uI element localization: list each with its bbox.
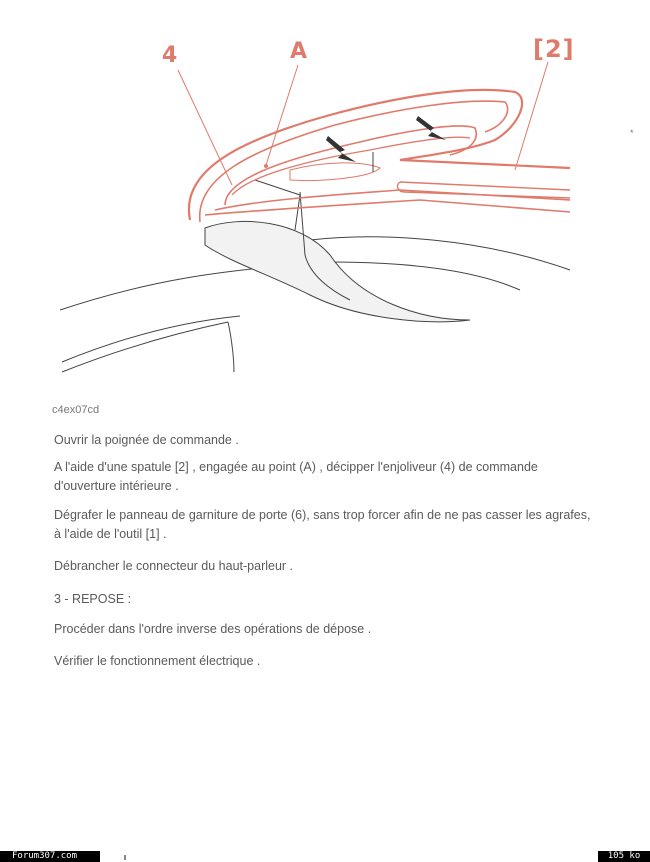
leader-2 (515, 62, 548, 170)
section-heading-repose: 3 - REPOSE : (54, 592, 132, 606)
door-panel-line (62, 322, 228, 372)
bezel-recess (290, 163, 380, 181)
footer-file-size: 105 ko (598, 851, 650, 862)
figure-reference: c4ex07cd (52, 404, 100, 416)
leader-a (266, 65, 298, 165)
door-panel-line (62, 316, 240, 362)
instruction-reverse-order: Procéder dans l'ordre inverse des opérations de dépose . (54, 622, 372, 636)
instruction-unclip-bezel: A l'aide d'une spatule [2] , engagée au point (A) , décipper l'enjoliveur (4) de commande d'ouverture intérieure . (54, 460, 538, 493)
footer-site-label: Forum307.com (0, 851, 100, 862)
bezel-outer (189, 90, 570, 220)
callout-point-a: A (290, 39, 308, 64)
footer-tick (124, 855, 126, 860)
arrow-icon (416, 116, 446, 140)
instruction-unclip-panel: Dégrafer le panneau de garniture de porte (6), sans trop forcer afin de ne pas casser les agrafes, à l'aide de l'outil [1] . (54, 508, 591, 541)
handle-cavity (205, 221, 470, 321)
door-panel-line (228, 322, 234, 372)
scan-artifact: * (630, 128, 634, 138)
callout-part-4: 4 (162, 43, 178, 68)
instruction-check-electrics: Vérifier le fonctionnement électrique . (54, 654, 261, 668)
instruction-disconnect-speaker: Débrancher le connecteur du haut-parleur . (54, 559, 294, 573)
callout-tool-2: [2] (533, 35, 575, 63)
instruction-open-handle: Ouvrir la poignée de commande . (54, 433, 239, 447)
door-panel-line (310, 237, 570, 270)
leader-4 (178, 70, 232, 185)
point-a-marker (264, 164, 268, 168)
